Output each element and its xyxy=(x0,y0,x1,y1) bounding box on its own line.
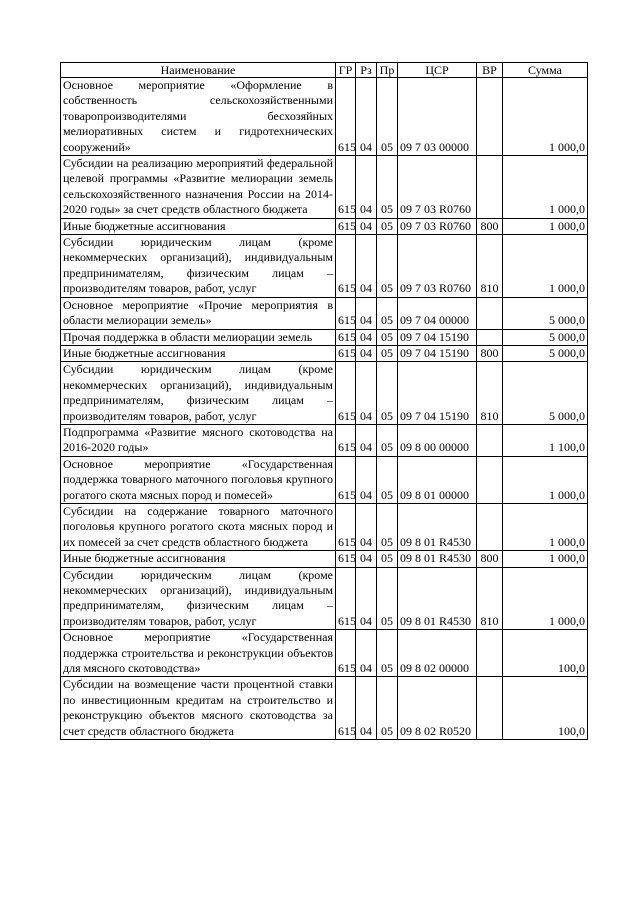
cell-csr: 09 7 04 15190 xyxy=(398,329,477,345)
cell-sum: 5 000,0 xyxy=(503,329,588,345)
cell-csr: 09 8 02 R0520 xyxy=(398,677,477,740)
table-row xyxy=(61,362,588,425)
cell-rz: 04 xyxy=(356,567,377,630)
cell-vr xyxy=(477,297,503,329)
cell-csr: 09 8 01 00000 xyxy=(398,456,477,503)
cell-sum: 1 000,0 xyxy=(503,456,588,503)
cell-name: Основное мероприятие «Государственная поддержка строительства и реконструкции объектов для мясного скотоводства» xyxy=(61,630,336,677)
cell-gr: 615 xyxy=(336,630,356,677)
cell-csr: 09 7 04 15190 xyxy=(398,345,477,361)
cell-sum: 100,0 xyxy=(503,677,588,740)
cell-sum: 5 000,0 xyxy=(503,345,588,361)
cell-name: Субсидии юридическим лицам (кроме некоммерческих организаций), индивидуальным предпринимателям, физическим лицам – производителям товаров, работ, услуг xyxy=(61,235,336,298)
table-header-row xyxy=(61,63,588,78)
cell-rz: 04 xyxy=(356,297,377,329)
cell-csr: 09 8 01 R4530 xyxy=(398,551,477,567)
cell-sum: 1 000,0 xyxy=(503,567,588,630)
cell-pr: 05 xyxy=(377,424,398,456)
cell-sum: 5 000,0 xyxy=(503,362,588,425)
cell-vr xyxy=(477,456,503,503)
cell-pr: 05 xyxy=(377,567,398,630)
cell-gr: 615 xyxy=(336,456,356,503)
cell-vr xyxy=(477,156,503,219)
header-rz: Рз xyxy=(356,63,377,78)
cell-rz: 04 xyxy=(356,156,377,219)
cell-csr: 09 7 03 R0760 xyxy=(398,218,477,234)
table-row xyxy=(61,567,588,630)
cell-rz: 04 xyxy=(356,503,377,550)
cell-rz: 04 xyxy=(356,329,377,345)
cell-vr: 810 xyxy=(477,567,503,630)
cell-csr: 09 8 01 R4530 xyxy=(398,567,477,630)
cell-gr: 615 xyxy=(336,218,356,234)
cell-pr: 05 xyxy=(377,362,398,425)
cell-sum: 1 100,0 xyxy=(503,424,588,456)
cell-gr: 615 xyxy=(336,156,356,219)
cell-csr: 09 7 03 R0760 xyxy=(398,156,477,219)
cell-rz: 04 xyxy=(356,218,377,234)
table-row xyxy=(61,297,588,329)
cell-gr: 615 xyxy=(336,297,356,329)
cell-pr: 05 xyxy=(377,503,398,550)
cell-name: Прочая поддержка в области мелиорации земель xyxy=(61,329,336,345)
cell-rz: 04 xyxy=(356,630,377,677)
cell-vr xyxy=(477,424,503,456)
table-row xyxy=(61,218,588,234)
cell-sum: 1 000,0 xyxy=(503,78,588,156)
cell-pr: 05 xyxy=(377,235,398,298)
cell-pr: 05 xyxy=(377,329,398,345)
cell-csr: 09 7 04 15190 xyxy=(398,362,477,425)
cell-rz: 04 xyxy=(356,362,377,425)
cell-pr: 05 xyxy=(377,156,398,219)
cell-name: Основное мероприятие «Оформление в собственность сельскохозяйственными товаропроизводителями бесхозяйных мелиоративных систем и гидротехнических сооружений» xyxy=(61,78,336,156)
header-pr: Пр xyxy=(377,63,398,78)
cell-sum: 100,0 xyxy=(503,630,588,677)
cell-vr xyxy=(477,503,503,550)
cell-csr: 09 7 03 R0760 xyxy=(398,235,477,298)
cell-vr: 810 xyxy=(477,235,503,298)
cell-csr: 09 8 02 00000 xyxy=(398,630,477,677)
cell-vr xyxy=(477,630,503,677)
cell-pr: 05 xyxy=(377,218,398,234)
cell-sum: 1 000,0 xyxy=(503,235,588,298)
table-row xyxy=(61,329,588,345)
cell-pr: 05 xyxy=(377,78,398,156)
header-name: Наименование xyxy=(61,63,336,78)
cell-rz: 04 xyxy=(356,677,377,740)
cell-name: Основное мероприятие «Прочие мероприятия в области мелиорации земель» xyxy=(61,297,336,329)
cell-name: Иные бюджетные ассигнования xyxy=(61,345,336,361)
table-row xyxy=(61,345,588,361)
cell-pr: 05 xyxy=(377,345,398,361)
cell-name: Субсидии юридическим лицам (кроме некоммерческих организаций), индивидуальным предпринимателям, физическим лицам – производителям товаров, работ, услуг xyxy=(61,567,336,630)
table-row xyxy=(61,503,588,550)
cell-sum: 1 000,0 xyxy=(503,156,588,219)
cell-gr: 615 xyxy=(336,424,356,456)
cell-pr: 05 xyxy=(377,456,398,503)
cell-gr: 615 xyxy=(336,362,356,425)
table-row xyxy=(61,456,588,503)
cell-rz: 04 xyxy=(356,345,377,361)
header-vr: ВР xyxy=(477,63,503,78)
cell-gr: 615 xyxy=(336,78,356,156)
cell-sum: 5 000,0 xyxy=(503,297,588,329)
cell-sum: 1 000,0 xyxy=(503,218,588,234)
cell-gr: 615 xyxy=(336,235,356,298)
cell-gr: 615 xyxy=(336,567,356,630)
cell-name: Субсидии на реализацию мероприятий федеральной целевой программы «Развитие мелиорации земель сельскохозяйственного назначения России на 2014-2020 годы» за счет средств областного бюджета xyxy=(61,156,336,219)
cell-gr: 615 xyxy=(336,677,356,740)
table-row xyxy=(61,677,588,740)
cell-gr: 615 xyxy=(336,329,356,345)
cell-vr: 800 xyxy=(477,218,503,234)
cell-name: Иные бюджетные ассигнования xyxy=(61,551,336,567)
cell-csr: 09 7 04 00000 xyxy=(398,297,477,329)
table-row xyxy=(61,551,588,567)
cell-vr: 800 xyxy=(477,345,503,361)
cell-vr: 810 xyxy=(477,362,503,425)
cell-name: Подпрограмма «Развитие мясного скотоводства на 2016-2020 годы» xyxy=(61,424,336,456)
cell-csr: 09 8 01 R4530 xyxy=(398,503,477,550)
cell-name: Субсидии юридическим лицам (кроме некоммерческих организаций), индивидуальным предпринимателям, физическим лицам – производителям товаров, работ, услуг xyxy=(61,362,336,425)
cell-gr: 615 xyxy=(336,345,356,361)
header-gr: ГР xyxy=(336,63,356,78)
cell-sum: 1 000,0 xyxy=(503,503,588,550)
cell-vr xyxy=(477,78,503,156)
cell-vr xyxy=(477,329,503,345)
cell-name: Основное мероприятие «Государственная поддержка товарного маточного поголовья крупного рогатого скота мясных пород и помесей» xyxy=(61,456,336,503)
table-row xyxy=(61,78,588,156)
cell-name: Иные бюджетные ассигнования xyxy=(61,218,336,234)
cell-rz: 04 xyxy=(356,78,377,156)
table-row xyxy=(61,424,588,456)
table-body xyxy=(61,78,588,740)
header-sum: Сумма xyxy=(503,63,588,78)
cell-rz: 04 xyxy=(356,424,377,456)
cell-rz: 04 xyxy=(356,235,377,298)
table-row xyxy=(61,156,588,219)
cell-gr: 615 xyxy=(336,503,356,550)
table-row xyxy=(61,630,588,677)
cell-pr: 05 xyxy=(377,297,398,329)
budget-table xyxy=(60,62,588,740)
table-row xyxy=(61,235,588,298)
cell-pr: 05 xyxy=(377,630,398,677)
cell-name: Субсидии на содержание товарного маточного поголовья крупного рогатого скота мясных пород и их помесей за счет средств областного бюджета xyxy=(61,503,336,550)
cell-rz: 04 xyxy=(356,551,377,567)
cell-pr: 05 xyxy=(377,677,398,740)
cell-csr: 09 7 03 00000 xyxy=(398,78,477,156)
cell-gr: 615 xyxy=(336,551,356,567)
cell-name: Субсидии на возмещение части процентной ставки по инвестиционным кредитам на строительство и реконструкцию объектов мясного скотоводства за счет средств областного бюджета xyxy=(61,677,336,740)
cell-rz: 04 xyxy=(356,456,377,503)
cell-vr xyxy=(477,677,503,740)
header-csr: ЦСР xyxy=(398,63,477,78)
cell-sum: 1 000,0 xyxy=(503,551,588,567)
cell-pr: 05 xyxy=(377,551,398,567)
cell-csr: 09 8 00 00000 xyxy=(398,424,477,456)
cell-vr: 800 xyxy=(477,551,503,567)
